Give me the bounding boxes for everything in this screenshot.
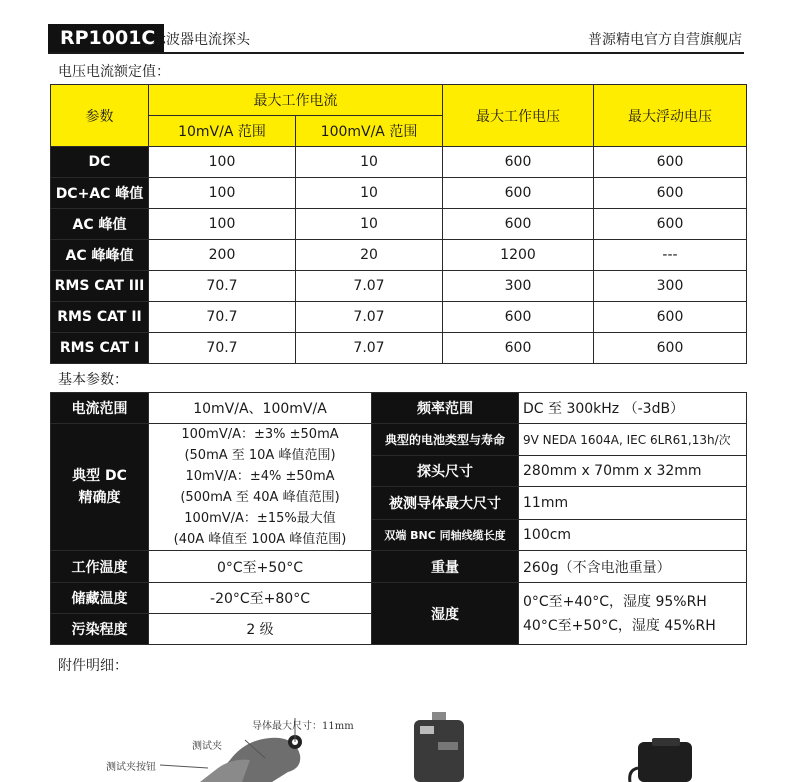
model-number: RP1001C bbox=[48, 24, 164, 52]
page-header bbox=[48, 24, 744, 54]
pollution-label: 污染程度 bbox=[51, 614, 149, 645]
battery-value: 9V NEDA 1604A, IEC 6LR61,13h/次 bbox=[519, 424, 747, 456]
current-100mv-cell: 7.07 bbox=[296, 333, 443, 364]
rated-row bbox=[51, 147, 747, 178]
current-100mv-cell: 10 bbox=[296, 209, 443, 240]
current-10mv-cell: 100 bbox=[149, 209, 296, 240]
conductor-size-label: 被测导体最大尺寸 bbox=[372, 487, 519, 519]
conductor-size-callout: 导体最大尺寸：11mm bbox=[252, 721, 354, 732]
weight-value: 260g（不含电池重量） bbox=[519, 551, 747, 583]
current-range-label: 电流范围 bbox=[51, 393, 149, 424]
max-float-cell: --- bbox=[594, 240, 747, 271]
clamp-callout: 测试夹 bbox=[192, 741, 222, 752]
storage-temp-value: -20°C至+80°C bbox=[149, 583, 372, 614]
max-float-cell: 600 bbox=[594, 178, 747, 209]
current-10mv-cell: 100 bbox=[149, 147, 296, 178]
humidity-value bbox=[519, 583, 747, 645]
bnc-cable-value: 100cm bbox=[519, 519, 747, 550]
row-label: DC+AC 峰值 bbox=[51, 178, 149, 209]
max-voltage-cell: 300 bbox=[443, 271, 594, 302]
accuracy-label-line-1: 典型 DC bbox=[72, 468, 127, 484]
current-10mv-cell: 70.7 bbox=[149, 333, 296, 364]
freq-range-value: DC 至 300kHz （-3dB） bbox=[519, 393, 747, 424]
op-temp-value: 0°C至+50°C bbox=[149, 551, 372, 583]
max-float-cell: 600 bbox=[594, 333, 747, 364]
current-100mv-cell: 7.07 bbox=[296, 302, 443, 333]
probe-size-label: 探头尺寸 bbox=[372, 456, 519, 487]
row-label: AC 峰峰值 bbox=[51, 240, 149, 271]
accuracy-values bbox=[149, 424, 372, 551]
rated-row bbox=[51, 178, 747, 209]
row-label: RMS CAT III bbox=[51, 271, 149, 302]
max-float-cell: 600 bbox=[594, 147, 747, 178]
basic-params-table bbox=[50, 392, 747, 645]
op-temp-label: 工作温度 bbox=[51, 551, 149, 583]
accessories-section-title: 附件明细： bbox=[58, 658, 128, 674]
accuracy-line: (50mA 至 10A 峰值范围) bbox=[184, 448, 336, 463]
current-10mv-cell: 70.7 bbox=[149, 271, 296, 302]
freq-range-label: 频率范围 bbox=[372, 393, 519, 424]
current-10mv-cell: 200 bbox=[149, 240, 296, 271]
weight-label: 重量 bbox=[372, 551, 519, 583]
storage-temp-label: 储藏温度 bbox=[51, 583, 149, 614]
row-label: RMS CAT II bbox=[51, 302, 149, 333]
max-voltage-cell: 600 bbox=[443, 333, 594, 364]
max-voltage-cell: 600 bbox=[443, 209, 594, 240]
humidity-line-2: 40°C至+50°C，湿度 45%RH bbox=[523, 617, 716, 634]
rated-row bbox=[51, 240, 747, 271]
current-10mv-cell: 70.7 bbox=[149, 302, 296, 333]
conductor-size-value: 11mm bbox=[519, 487, 747, 519]
current-10mv-cell: 100 bbox=[149, 178, 296, 209]
current-100mv-cell: 10 bbox=[296, 178, 443, 209]
accuracy-line: 100mV/A：±3% ±50mA bbox=[181, 427, 339, 442]
accuracy-label-line-2: 精确度 bbox=[78, 490, 121, 506]
product-subtitle: 示波器电流探头 bbox=[152, 32, 250, 48]
pollution-value: 2 级 bbox=[149, 614, 372, 645]
accuracy-line: (40A 峰值至 100A 峰值范围) bbox=[173, 532, 347, 547]
battery-label: 典型的电池类型与寿命 bbox=[372, 424, 519, 456]
accuracy-label bbox=[51, 424, 149, 551]
clamp-button-callout: 测试夹按钮 bbox=[106, 762, 156, 773]
max-voltage-cell: 600 bbox=[443, 178, 594, 209]
header-range-10mv: 10mV/A 范围 bbox=[149, 116, 296, 147]
header-range-100mv: 100mV/A 范围 bbox=[296, 116, 443, 147]
rated-section-title: 电压电流额定值： bbox=[58, 64, 170, 80]
rated-row bbox=[51, 271, 747, 302]
current-100mv-cell: 10 bbox=[296, 147, 443, 178]
rated-row bbox=[51, 333, 747, 364]
humidity-line-1: 0°C至+40°C，湿度 95%RH bbox=[523, 593, 707, 610]
max-float-cell: 600 bbox=[594, 209, 747, 240]
rated-row bbox=[51, 209, 747, 240]
probe-size-value: 280mm x 70mm x 32mm bbox=[519, 456, 747, 487]
basic-section-title: 基本参数： bbox=[58, 372, 128, 388]
max-voltage-cell: 600 bbox=[443, 147, 594, 178]
accuracy-line: 100mV/A：±15%最大值 bbox=[184, 511, 336, 526]
store-name: 普源精电官方自营旗舰店 bbox=[588, 32, 742, 48]
header-param: 参数 bbox=[51, 85, 149, 147]
accessories-photos bbox=[0, 690, 790, 782]
probe-body-image bbox=[410, 712, 470, 782]
current-range-value: 10mV/A、100mV/A bbox=[149, 393, 372, 424]
accuracy-line: 10mV/A：±4% ±50mA bbox=[185, 469, 335, 484]
current-100mv-cell: 20 bbox=[296, 240, 443, 271]
rated-values-table bbox=[50, 84, 747, 364]
max-voltage-cell: 600 bbox=[443, 302, 594, 333]
row-label: DC bbox=[51, 147, 149, 178]
accuracy-line: (500mA 至 40A 峰值范围) bbox=[180, 490, 340, 505]
max-float-cell: 300 bbox=[594, 271, 747, 302]
max-voltage-cell: 1200 bbox=[443, 240, 594, 271]
row-label: AC 峰值 bbox=[51, 209, 149, 240]
power-adapter-image bbox=[624, 738, 704, 782]
header-max-float: 最大浮动电压 bbox=[594, 85, 747, 147]
row-label: RMS CAT I bbox=[51, 333, 149, 364]
header-max-current: 最大工作电流 bbox=[149, 85, 443, 116]
humidity-label: 湿度 bbox=[372, 583, 519, 645]
rated-row bbox=[51, 302, 747, 333]
header-max-voltage: 最大工作电压 bbox=[443, 85, 594, 147]
bnc-cable-label: 双端 BNC 同轴线缆长度 bbox=[372, 519, 519, 550]
max-float-cell: 600 bbox=[594, 302, 747, 333]
current-100mv-cell: 7.07 bbox=[296, 271, 443, 302]
